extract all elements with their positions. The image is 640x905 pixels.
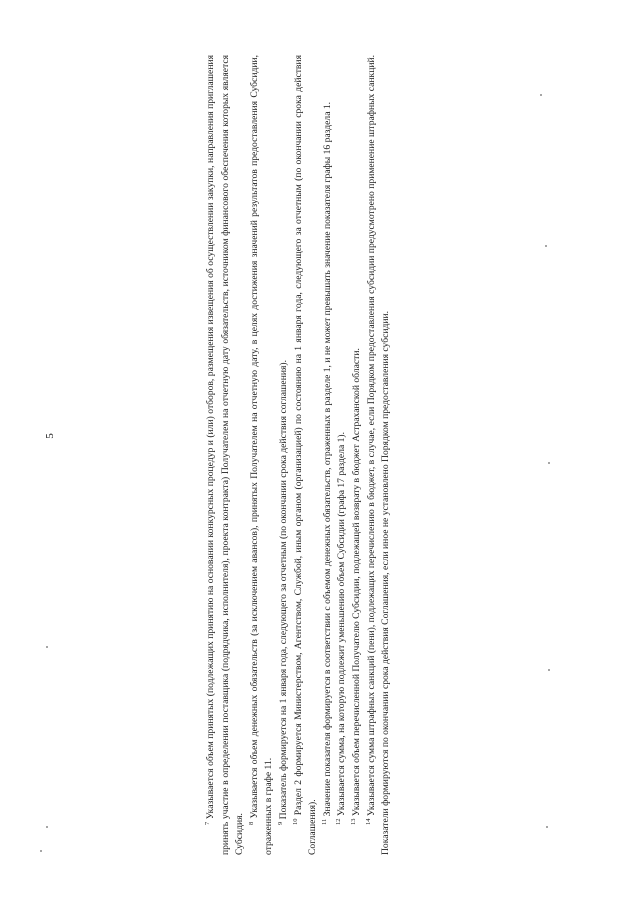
footnotes-list bbox=[204, 55, 394, 855]
footnote-12: $^{12}$ Указывается сумма, на которую подлежит уменьшению объем Субсидии (графа 17 раздела 1). bbox=[335, 431, 348, 825]
scan-speck bbox=[46, 646, 48, 648]
footnote-14: $^{14}$ Указывается сумма штрафных санкций (пени), подлежащих перечислению в бюджет, в случае, если Порядком предоставления субсидии предусмотрено применение штрафных санкций. Показатели формируются по окончании срока действия Соглашения, если иное не установлено Порядком предоставления субсидии. bbox=[364, 54, 392, 855]
footnote-11: $^{11}$ Значение показателя формируется в соответствии с объемом денежных обязательств, отраженных в разделе 1, и не может превышать значение показателя графы 16 раздела 1. bbox=[320, 101, 333, 825]
scan-speck bbox=[46, 826, 48, 828]
footnote-7: $^7$ Указывается объем принятых (подлежащих принятию на основании конкурсных процедур и (или) отборов, размещения извещения об осуществлении закупки, направления приглашения принять участие в определении поставщика (подрядчика, исполнителя), проекта контракта) Получателем на отчетную дату обязательств, источником финансового обеспечения которых является Субсидия. bbox=[203, 55, 246, 855]
page-number-wrap bbox=[42, 428, 58, 444]
footnote-10: $^{10}$ Раздел 2 формируется Министерством, Агентством, Службой, иным органом (организацией) по состоянию на 1 января года, следующего за отчетным (по окончании срока действия Соглашения). bbox=[291, 55, 319, 855]
scan-speck bbox=[545, 245, 547, 247]
scan-speck bbox=[548, 669, 550, 671]
scan-speck bbox=[40, 850, 42, 852]
scan-speck bbox=[548, 462, 550, 464]
rotated-footnotes-block bbox=[204, 55, 436, 855]
footnote-8: $^8$ Указывается объем денежных обязательств (за исключением авансов), принятых Получателем на отчетную дату, в целях достижения значений результатов предоставления Субсидии, отраженных в графе 11. bbox=[247, 54, 275, 855]
footnote-13: $^{13}$ Указывается объем перечисленной Получателю Субсидии, подлежащей возврату в бюджет Астраханской области. bbox=[349, 348, 362, 825]
page-number: 5 bbox=[44, 433, 56, 439]
scan-speck bbox=[540, 94, 542, 96]
scan-speck bbox=[546, 826, 548, 828]
footnote-9: $^9$ Показатель формируется на 1 января года, следующего за отчетным (по окончании срока действия соглашения). bbox=[276, 360, 289, 825]
